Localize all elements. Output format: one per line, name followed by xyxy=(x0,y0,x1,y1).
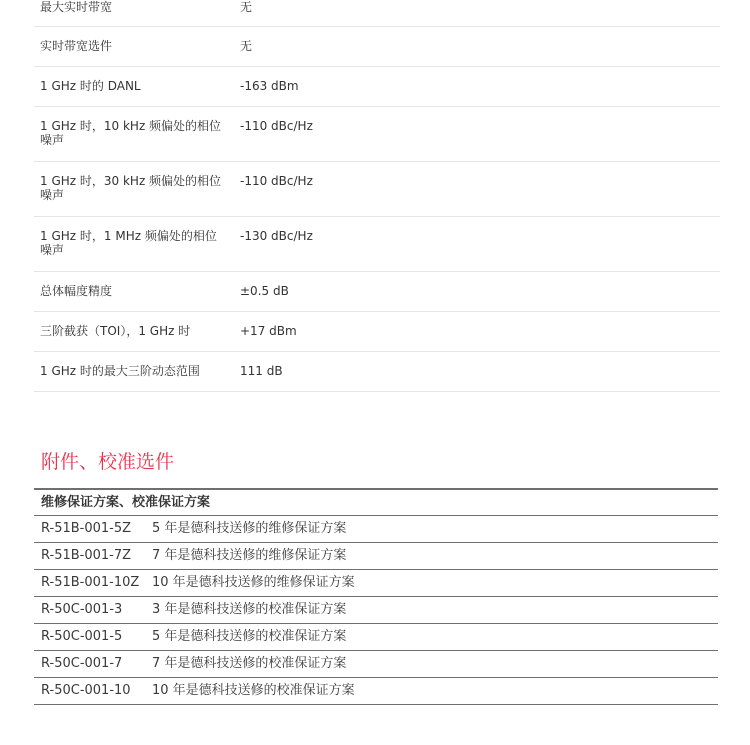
section-title: 附件、校准选件 xyxy=(41,451,175,473)
spec-name: 三阶截获（TOI），1 GHz 时 xyxy=(40,324,191,338)
spec-row-toi xyxy=(34,312,720,352)
spec-value: -110 dBc/Hz xyxy=(240,174,313,188)
spec-name: 1 GHz 时，1 MHz 频偏处的相位噪声 xyxy=(40,229,217,257)
option-code: R-51B-001-5Z xyxy=(41,521,132,536)
spec-row-danl xyxy=(34,67,720,107)
spec-table xyxy=(34,0,720,392)
spec-name: 总体幅度精度 xyxy=(40,284,113,298)
spec-name: 1 GHz 时，30 kHz 频偏处的相位噪声 xyxy=(40,174,222,202)
option-code: R-50C-001-10 xyxy=(41,683,131,698)
spec-value: -130 dBc/Hz xyxy=(240,229,313,243)
option-description: 5 年是德科技送修的校准保证方案 xyxy=(152,629,347,644)
spec-value: +17 dBm xyxy=(240,324,297,338)
accessories-table xyxy=(34,488,718,705)
spec-value: 111 dB xyxy=(240,364,283,378)
spec-name: 1 GHz 时的 DANL xyxy=(40,79,141,93)
option-code: R-50C-001-7 xyxy=(41,656,123,671)
spec-row-amplitude-accuracy xyxy=(34,272,720,312)
spec-row-phase-noise-10khz xyxy=(34,107,720,162)
option-code: R-51B-001-10Z xyxy=(41,575,140,590)
spec-name: 最大实时带宽 xyxy=(40,0,113,14)
table-row xyxy=(34,597,718,624)
option-description: 10 年是德科技送修的维修保证方案 xyxy=(152,575,355,590)
option-description: 7 年是德科技送修的校准保证方案 xyxy=(152,656,347,671)
spec-name: 实时带宽选件 xyxy=(40,39,113,53)
spec-name: 1 GHz 时，10 kHz 频偏处的相位噪声 xyxy=(40,119,222,147)
spec-value: -163 dBm xyxy=(240,79,299,93)
option-code: R-50C-001-3 xyxy=(41,602,123,617)
table-row xyxy=(34,543,718,570)
spec-row-dynamic-range xyxy=(34,352,720,392)
spec-row-realtime-bandwidth-option xyxy=(34,27,720,67)
option-code: R-51B-001-7Z xyxy=(41,548,132,563)
option-description: 10 年是德科技送修的校准保证方案 xyxy=(152,683,355,698)
spec-row-phase-noise-1mhz xyxy=(34,217,720,272)
table-row xyxy=(34,678,718,705)
accessories-table-header: 维修保证方案、校准保证方案 xyxy=(34,490,718,516)
spec-row-phase-noise-30khz xyxy=(34,162,720,217)
spec-name: 1 GHz 时的最大三阶动态范围 xyxy=(40,364,200,378)
option-description: 5 年是德科技送修的维修保证方案 xyxy=(152,521,347,536)
table-row xyxy=(34,516,718,543)
spec-row-max-realtime-bandwidth xyxy=(34,0,720,27)
option-description: 7 年是德科技送修的维修保证方案 xyxy=(152,548,347,563)
option-code: R-50C-001-5 xyxy=(41,629,123,644)
table-row xyxy=(34,624,718,651)
option-description: 3 年是德科技送修的校准保证方案 xyxy=(152,602,347,617)
spec-value: 无 xyxy=(240,39,253,53)
table-row xyxy=(34,570,718,597)
spec-value: -110 dBc/Hz xyxy=(240,119,313,133)
spec-value: 无 xyxy=(240,0,253,14)
spec-value: ±0.5 dB xyxy=(240,284,289,298)
table-row xyxy=(34,651,718,678)
